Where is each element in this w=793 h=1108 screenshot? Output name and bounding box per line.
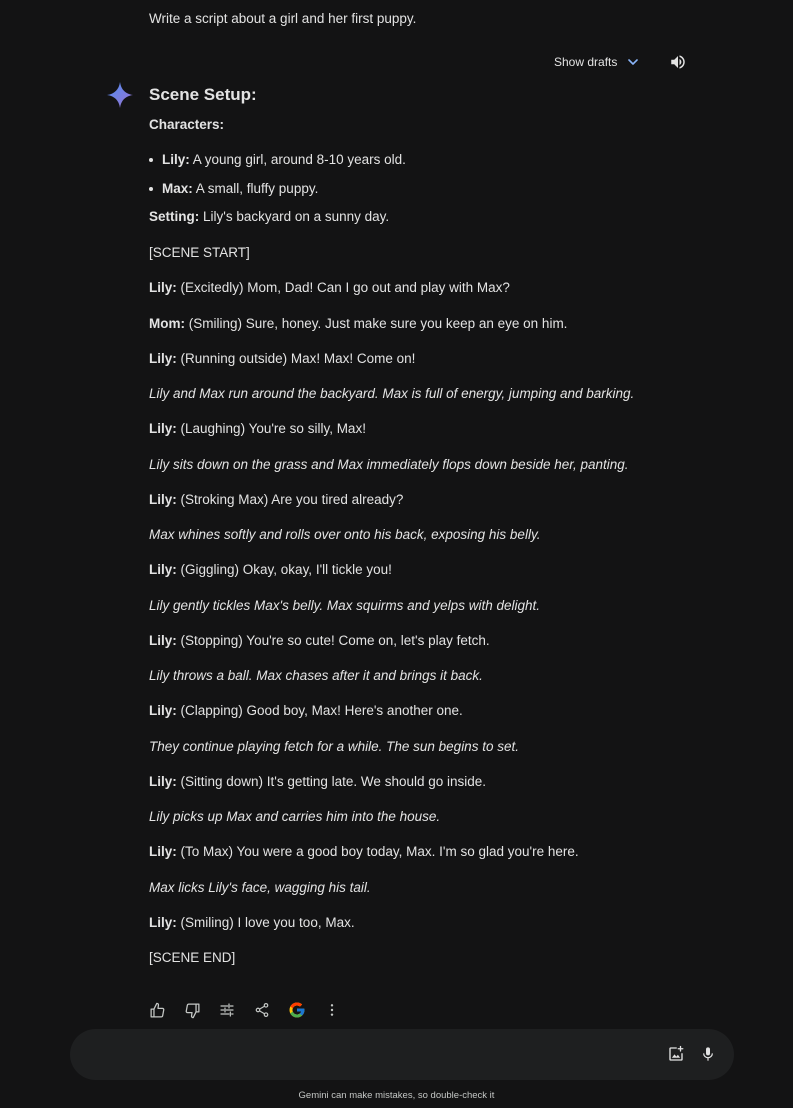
share-button[interactable] bbox=[251, 999, 273, 1021]
thumb-up-button[interactable] bbox=[146, 999, 168, 1021]
thumb-down-icon bbox=[184, 1002, 201, 1019]
dialogue-line: Lily: (Excitedly) Mom, Dad! Can I go out and play with Max? bbox=[149, 280, 510, 296]
scene-marker: [SCENE END] bbox=[149, 950, 236, 965]
prompt-input[interactable] bbox=[70, 1029, 734, 1080]
dialogue-line: Lily: (Sitting down) It's getting late. We should go inside. bbox=[149, 773, 487, 789]
microphone-button[interactable] bbox=[697, 1043, 719, 1065]
dialogue-line: Mom: (Smiling) Sure, honey. Just make sure you keep an eye on him. bbox=[149, 315, 568, 331]
upload-image-button[interactable] bbox=[665, 1043, 687, 1065]
dialogue-line: Lily: (Smiling) I love you too, Max. bbox=[149, 914, 355, 930]
scene-marker: [SCENE START] bbox=[149, 245, 250, 260]
google-icon bbox=[288, 1001, 306, 1019]
stage-direction: They continue playing fetch for a while. The sun begins to set. bbox=[149, 738, 519, 754]
disclaimer-text: Gemini can make mistakes, so double-check it bbox=[298, 1090, 495, 1101]
double-check-button[interactable] bbox=[286, 999, 308, 1021]
characters-heading: Characters: bbox=[149, 117, 225, 132]
dialogue-line: Lily: (Clapping) Good boy, Max! Here's another one. bbox=[149, 703, 463, 719]
show-drafts-label: Show drafts bbox=[554, 55, 618, 69]
stage-direction: Lily sits down on the grass and Max immediately flops down beside her, panting. bbox=[149, 456, 629, 472]
dialogue-line: Lily: (Laughing) You're so silly, Max! bbox=[149, 421, 366, 437]
user-prompt: Write a script about a girl and her first puppy. bbox=[149, 11, 417, 26]
thumb-up-icon bbox=[149, 1002, 166, 1019]
scene-setup-heading: Scene Setup: bbox=[149, 85, 257, 104]
stage-direction: Lily picks up Max and carries him into the house. bbox=[149, 809, 441, 824]
dialogue-line: Lily: (Stroking Max) Are you tired already? bbox=[149, 491, 404, 507]
volume-icon bbox=[669, 53, 687, 71]
mic-icon bbox=[700, 1045, 716, 1063]
gemini-spark-icon bbox=[107, 82, 133, 108]
stage-direction: Lily throws a ball. Max chases after it and brings it back. bbox=[149, 668, 483, 683]
show-drafts-button[interactable] bbox=[546, 50, 649, 74]
more-vert-icon bbox=[324, 1002, 340, 1018]
dialogue-line: Lily: (Running outside) Max! Max! Come on! bbox=[149, 350, 416, 366]
more-options-button[interactable] bbox=[321, 999, 343, 1021]
add-image-icon bbox=[667, 1045, 685, 1063]
stage-direction: Lily gently tickles Max's belly. Max squirms and yelps with delight. bbox=[149, 597, 540, 613]
stage-direction: Max licks Lily's face, wagging his tail. bbox=[149, 879, 371, 895]
setting-line: Setting: Lily's backyard on a sunny day. bbox=[149, 209, 390, 224]
stage-direction: Lily and Max run around the backyard. Max is full of energy, jumping and barking. bbox=[149, 386, 635, 401]
response-actions bbox=[146, 999, 356, 1021]
list-item: Lily: A young girl, around 8-10 years old. bbox=[149, 151, 406, 169]
thumb-down-button[interactable] bbox=[181, 999, 203, 1021]
dialogue-line: Lily: (Giggling) Okay, okay, I'll tickle you! bbox=[149, 562, 392, 578]
tune-icon bbox=[219, 1002, 235, 1018]
read-aloud-button[interactable] bbox=[666, 50, 690, 74]
chevron-down-icon bbox=[625, 54, 641, 70]
share-icon bbox=[254, 1002, 270, 1018]
stage-direction: Max whines softly and rolls over onto his back, exposing his belly. bbox=[149, 527, 541, 542]
dialogue-line: Lily: (Stopping) You're so cute! Come on, let's play fetch. bbox=[149, 632, 490, 648]
list-item: Max: A small, fluffy puppy. bbox=[149, 180, 318, 198]
modify-response-button[interactable] bbox=[216, 999, 238, 1021]
dialogue-line: Lily: (To Max) You were a good boy today, Max. I'm so glad you're here. bbox=[149, 844, 579, 860]
